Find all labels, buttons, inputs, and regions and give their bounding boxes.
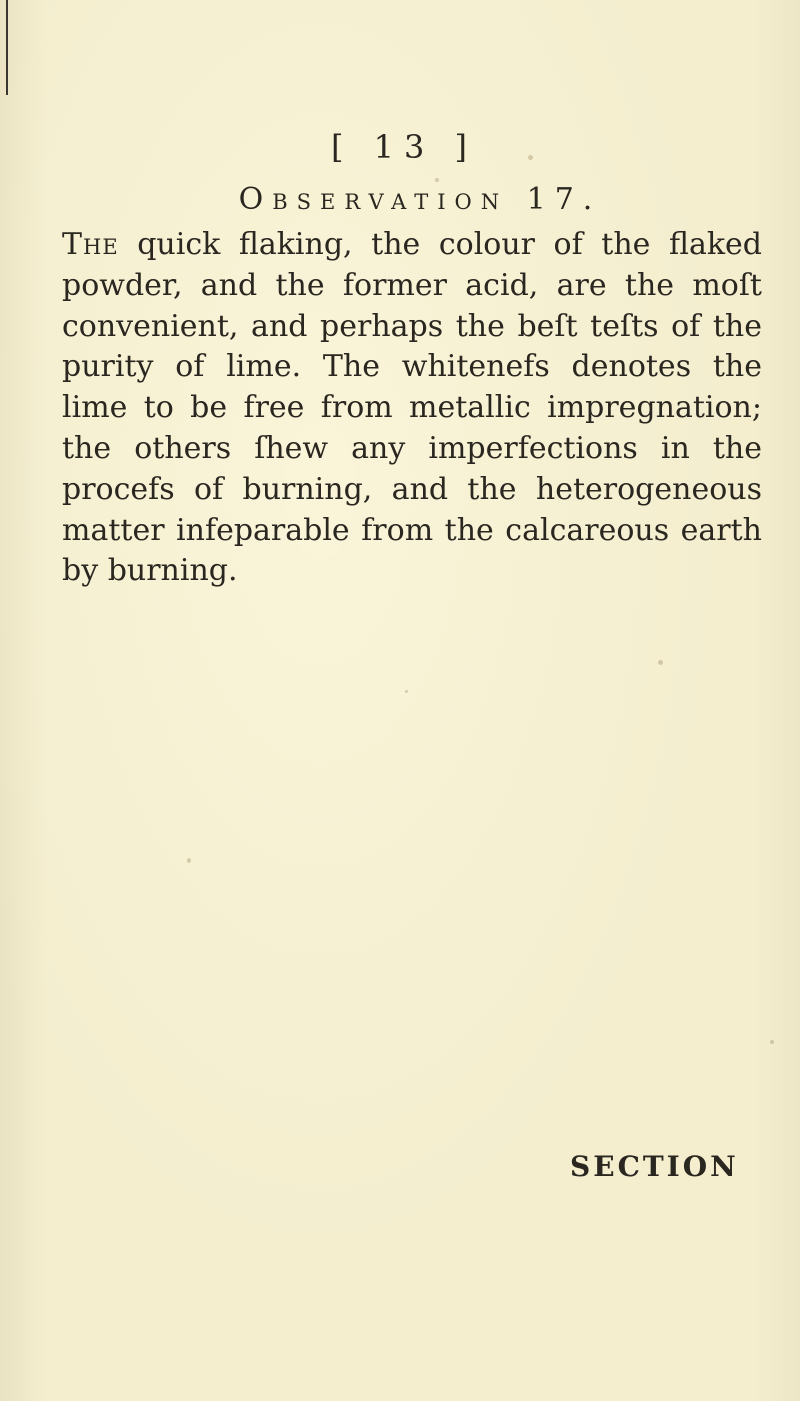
observation-heading: Observation 17. xyxy=(238,182,602,217)
lead-word: The xyxy=(62,227,119,262)
paragraph-text: quick flaking, the colour of the flaked powder, and the former acid, are the moſt convenient, and perhaps the beſt teſts of the purity of lime. The whitenefs denotes the lime to be free from metallic impregnation; the others ſhew any imperfections in the procefs of burning, and the heterogeneous matter infeparable from the calcareous earth by burning. xyxy=(62,227,762,589)
page-edge-line xyxy=(6,0,8,95)
paper-speck xyxy=(187,858,191,863)
body-paragraph xyxy=(62,225,762,592)
paper-speck xyxy=(658,660,663,665)
paper-speck xyxy=(770,1040,774,1044)
catchword: SECTION xyxy=(570,1150,739,1183)
paper-speck xyxy=(405,690,408,693)
page-number: [ 13 ] xyxy=(330,128,478,166)
